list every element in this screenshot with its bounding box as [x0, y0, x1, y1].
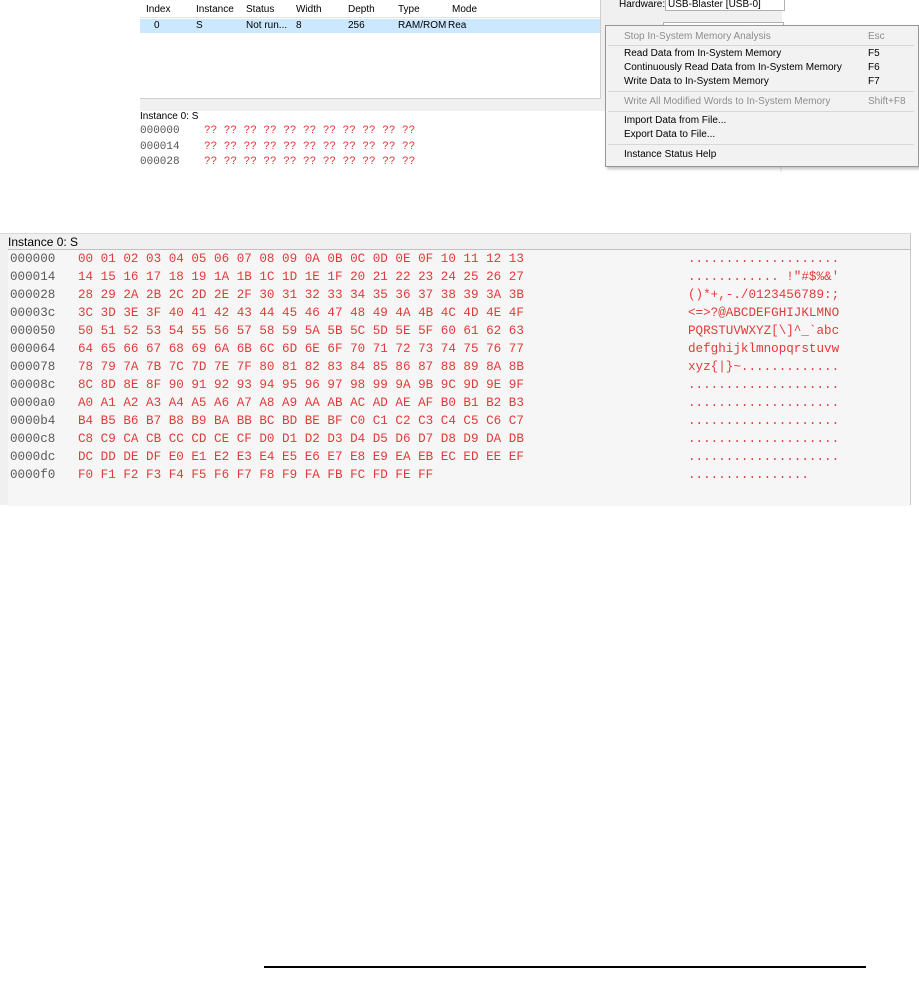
menu-item-label: Export Data to File... [624, 129, 716, 140]
memory-address: 0000a0 [10, 396, 56, 410]
memory-ascii[interactable]: PQRSTUVWXYZ[\]^_`abc [688, 324, 840, 338]
memory-row[interactable] [8, 342, 908, 359]
memory-row[interactable] [8, 450, 908, 467]
hardware-label: Hardware: [619, 0, 666, 10]
memory-row[interactable] [140, 141, 415, 153]
memory-hex[interactable]: C8 C9 CA CB CC CD CE CF D0 D1 D2 D3 D4 D5 D6 D7 D8 D9 DA DB [78, 432, 524, 446]
memory-address: 000064 [10, 342, 56, 356]
memory-hex[interactable]: 3C 3D 3E 3F 40 41 42 43 44 45 46 47 48 49 4A 4B 4C 4D 4E 4F [78, 306, 524, 320]
memory-row[interactable] [140, 156, 415, 168]
memory-ascii[interactable]: xyz{|}~............. [688, 360, 840, 374]
memory-ascii[interactable]: .................... [688, 396, 840, 410]
col-header-mode[interactable]: Mode [452, 4, 478, 15]
cell-depth: 256 [348, 20, 365, 31]
memory-address: 000028 [140, 156, 180, 168]
memory-row[interactable] [8, 306, 908, 323]
memory-address: 000000 [140, 125, 180, 137]
memory-row[interactable] [8, 396, 908, 413]
memory-hex[interactable]: ?? ?? ?? ?? ?? ?? ?? ?? ?? ?? ?? [204, 141, 416, 153]
memory-ascii[interactable]: .................... [688, 450, 840, 464]
divider-line [264, 966, 866, 968]
cell-type: RAM/ROM [398, 20, 447, 31]
memory-address: 0000f0 [10, 468, 56, 482]
memory-address: 000014 [140, 141, 180, 153]
instance-table-header [140, 3, 600, 18]
memory-hex[interactable]: 78 79 7A 7B 7C 7D 7E 7F 80 81 82 83 84 85 86 87 88 89 8A 8B [78, 360, 524, 374]
memory-hex[interactable]: 8C 8D 8E 8F 90 91 92 93 94 95 96 97 98 99 9A 9B 9C 9D 9E 9F [78, 378, 524, 392]
menu-item-read-data[interactable] [606, 47, 918, 61]
memory-hex[interactable]: B4 B5 B6 B7 B8 B9 BA BB BC BD BE BF C0 C1 C2 C3 C4 C5 C6 C7 [78, 414, 524, 428]
memory-ascii[interactable]: .................... [688, 432, 840, 446]
menu-item-shortcut: F5 [868, 48, 880, 59]
memory-address: 0000c8 [10, 432, 56, 446]
menu-item-write-data[interactable] [606, 75, 918, 89]
cell-index: 0 [154, 20, 160, 31]
col-header-index[interactable]: Index [146, 4, 171, 15]
memory-address: 000000 [10, 252, 56, 266]
memory-ascii[interactable]: ()*+,-./0123456789:; [688, 288, 840, 302]
menu-item-label: Stop In-System Memory Analysis [624, 31, 771, 42]
memory-ascii[interactable]: ................ [688, 468, 809, 482]
memory-row[interactable] [8, 252, 908, 269]
instance-table [140, 0, 601, 99]
memory-address: 000014 [10, 270, 56, 284]
memory-address: 00003c [10, 306, 56, 320]
memory-hex[interactable]: 50 51 52 53 54 55 56 57 58 59 5A 5B 5C 5D 5E 5F 60 61 62 63 [78, 324, 524, 338]
menu-item-continuous-read[interactable] [606, 61, 918, 75]
memory-hex[interactable]: A0 A1 A2 A3 A4 A5 A6 A7 A8 A9 AA AB AC AD AE AF B0 B1 B2 B3 [78, 396, 524, 410]
memory-row[interactable] [8, 378, 908, 395]
memory-hex[interactable]: DC DD DE DF E0 E1 E2 E3 E4 E5 E6 E7 E8 E9 EA EB EC ED EE EF [78, 450, 524, 464]
memory-ascii[interactable]: defghijklmnopqrstuvw [688, 342, 840, 356]
memory-address: 0000b4 [10, 414, 56, 428]
col-header-instance[interactable]: Instance [196, 4, 234, 15]
menu-item-label: Read Data from In-System Memory [624, 48, 782, 59]
memory-row[interactable] [140, 125, 415, 137]
memory-hex[interactable]: ?? ?? ?? ?? ?? ?? ?? ?? ?? ?? ?? [204, 156, 416, 168]
hex-editor [8, 249, 910, 506]
memory-ascii[interactable]: .................... [688, 252, 840, 266]
menu-item-label: Write All Modified Words to In-System Memory [624, 96, 831, 107]
memory-ascii[interactable]: .................... [688, 378, 840, 392]
memory-row[interactable] [8, 288, 908, 305]
context-menu [605, 25, 919, 167]
menu-item-label: Continuously Read Data from In-System Memory [624, 62, 842, 73]
memory-row[interactable] [8, 432, 908, 449]
col-header-depth[interactable]: Depth [348, 4, 375, 15]
memory-hex[interactable]: 28 29 2A 2B 2C 2D 2E 2F 30 31 32 33 34 35 36 37 38 39 3A 3B [78, 288, 524, 302]
memory-hex[interactable]: 64 65 66 67 68 69 6A 6B 6C 6D 6E 6F 70 71 72 73 74 75 76 77 [78, 342, 524, 356]
editor-title: Instance 0: S [8, 235, 79, 249]
menu-item-shortcut: Shift+F8 [868, 96, 906, 107]
memory-row[interactable] [8, 414, 908, 431]
menu-separator [608, 144, 914, 145]
hardware-select[interactable]: USB-Blaster [USB-0] [665, 0, 785, 11]
menu-separator [608, 111, 914, 112]
menu-item-shortcut: F7 [868, 76, 880, 87]
menu-item-label: Instance Status Help [624, 149, 717, 160]
cell-width: 8 [296, 20, 302, 31]
memory-address: 000078 [10, 360, 56, 374]
memory-address: 00008c [10, 378, 56, 392]
menu-item-label: Write Data to In-System Memory [624, 76, 769, 87]
menu-item-shortcut: Esc [868, 31, 885, 42]
memory-address: 000028 [10, 288, 56, 302]
menu-separator [608, 91, 914, 92]
col-header-status[interactable]: Status [246, 4, 275, 15]
memory-address: 0000dc [10, 450, 56, 464]
menu-item-stop-analysis[interactable] [606, 30, 918, 44]
menu-item-status-help[interactable] [606, 148, 918, 162]
cell-status: Not run... [246, 20, 288, 31]
cell-instance: S [196, 20, 203, 31]
memory-hex[interactable]: F0 F1 F2 F3 F4 F5 F6 F7 F8 F9 FA FB FC FD FE FF [78, 468, 434, 482]
memory-address: 000050 [10, 324, 56, 338]
menu-item-write-modified[interactable] [606, 95, 918, 109]
memory-editor-screenshot [0, 233, 911, 505]
memory-hex[interactable]: 00 01 02 03 04 05 06 07 08 09 0A 0B 0C 0D 0E 0F 10 11 12 13 [78, 252, 524, 266]
menu-item-export-data[interactable] [606, 128, 918, 142]
memory-row[interactable] [8, 360, 908, 377]
memory-row[interactable] [8, 468, 908, 485]
menu-item-label: Import Data from File... [624, 115, 727, 126]
memory-row[interactable] [8, 270, 908, 287]
memory-row[interactable] [8, 324, 908, 341]
menu-separator [608, 45, 914, 46]
cell-mode: Rea [448, 20, 467, 31]
memory-ascii[interactable]: .................... [688, 414, 840, 428]
memory-ascii[interactable]: <=>?@ABCDEFGHIJKLMNO [688, 306, 840, 320]
instance-manager-screenshot [140, 0, 906, 172]
col-header-type[interactable]: Type [398, 4, 420, 15]
menu-item-shortcut: F6 [868, 62, 880, 73]
table-row[interactable] [140, 19, 600, 33]
memory-hex[interactable]: ?? ?? ?? ?? ?? ?? ?? ?? ?? ?? ?? [204, 125, 416, 137]
memory-hex[interactable]: 14 15 16 17 18 19 1A 1B 1C 1D 1E 1F 20 21 22 23 24 25 26 27 [78, 270, 524, 284]
memory-ascii[interactable]: ............ !"#$%&' [688, 270, 840, 284]
col-header-width[interactable]: Width [296, 4, 322, 15]
editor-title: Instance 0: S [140, 111, 199, 122]
menu-item-import-data[interactable] [606, 114, 918, 128]
